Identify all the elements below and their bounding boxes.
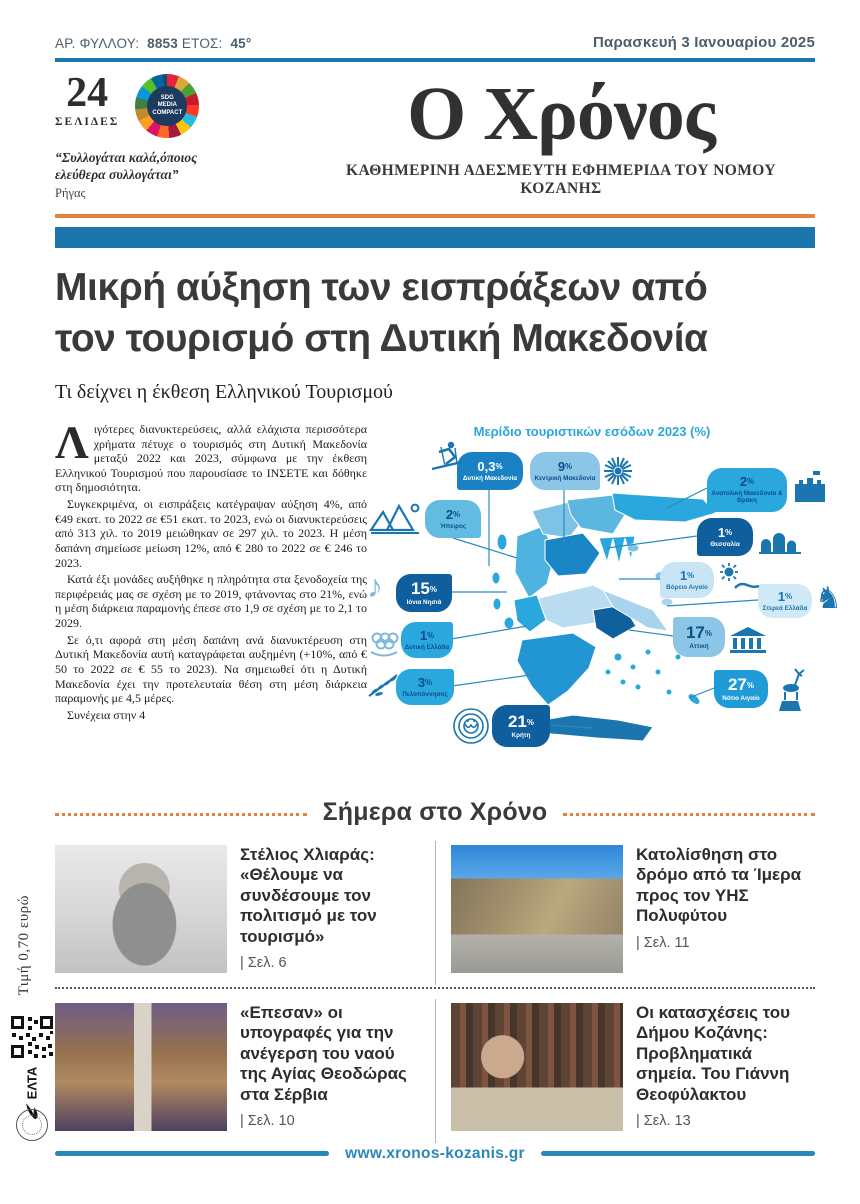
pages-count — [55, 70, 120, 128]
news-page-ref: | Σελ. 13 — [636, 1112, 691, 1129]
motto-quote: “Συλλογάται καλά,όποιος ελεύθερα συλλογάται” — [55, 150, 198, 182]
top-info-bar — [55, 34, 815, 51]
footer-line-right — [541, 1151, 815, 1156]
tourism-revenue-infographic — [367, 416, 842, 774]
paragraph: Σε ό,τι αφορά στη μέση δαπάνη ανά διανυκτέρευση στη Δυτική Μακεδονία αυτή καταγράφεται αυξημένη (+10%, από € 50 το 2022 σε € 55 το 2023). Να σημειωθεί ότι η Δυτική Μακεδονία έχει την προτελευταία θέση στη μέση διάρκεια παραμονής με 4,5 μέρες. — [55, 632, 367, 706]
top-blue-rule — [55, 58, 815, 62]
region-bubble-kentriki-makedonia: 9% Κεντρική Μακεδονία — [530, 452, 600, 490]
row-divider-dotted — [55, 987, 815, 989]
qr-code — [9, 1014, 55, 1060]
today-section-header — [55, 798, 815, 827]
today-section-title: Σήμερα στο Χρόνο — [322, 797, 548, 826]
castle-icon — [791, 468, 829, 504]
pages-label: ΣΕΛΙΔΕΣ — [55, 115, 120, 128]
year-label: ΕΤΟΣ: — [181, 36, 223, 51]
blue-band — [55, 227, 815, 248]
infographic-title: Μερίδιο τουριστικών εσόδων 2023 (%) — [473, 423, 711, 439]
region-bubble-sterea-ellada: 1% Στερεά Ελλάδα — [758, 584, 812, 618]
news-item-2 — [435, 841, 815, 985]
region-bubble-ionia-nisia: 15% Ιόνια Νησιά — [396, 574, 452, 612]
region-bubble-kriti: 21% Κρήτη — [492, 705, 550, 747]
sun-sea-icon — [717, 562, 761, 594]
drop-cap: Λ — [55, 416, 89, 469]
news-item-1 — [55, 841, 435, 985]
region-bubble-dytiki-makedonia: 0,3% Δυτική Μακεδονία — [457, 452, 523, 490]
skier-icon — [427, 438, 467, 478]
lead-headline: Μικρή αύξηση των εισπράξεων από τον τουρισμό στη Δυτική Μακεδονία — [55, 266, 708, 361]
region-bubble-thessalia: 1% Θεσσαλία — [697, 518, 753, 556]
paragraph: ιγότερες διανυκτερεύσεις, αλλά ελάχιστα περισσότερα χρήματα πέτυχε ο τουρισμός στη Δυτική Μακεδονία μεταξύ 2022 και 2023, σύμφωνα με την έκθεση Ελληνικού Τουρισμού που παρουσίασε το ΙΝΣΕΤΕ και δόθηκε στη δημοσιότητα. — [55, 421, 367, 495]
sdg-media-compact-logo — [135, 74, 199, 138]
newspaper-title: Ο Χρόνος — [407, 72, 715, 156]
masthead — [55, 70, 815, 206]
issue-info — [55, 36, 251, 51]
news-title: Οι κατασχέσεις του Δήμου Κοζάνης: Προβληματικά σημεία. Του Γιάννη Θεοφύλακτου — [636, 1002, 791, 1104]
pages-number: 24 — [66, 70, 109, 116]
photo-man-in-office — [451, 1003, 623, 1131]
news-page-ref: | Σελ. 10 — [240, 1112, 295, 1129]
news-page-ref: | Σελ. 11 — [636, 934, 690, 951]
continuation-note: Συνέχεια στην 4 — [67, 707, 146, 722]
photo-stelios-chliaras-portrait — [55, 845, 227, 973]
horse-icon: ♞ — [815, 581, 842, 615]
region-bubble-anatoliki-makedonia-thraki: 2% Ανατολική Μακεδονία & Θράκη — [707, 468, 787, 512]
elta-post-logo: ΕΛΤΑ — [6, 1072, 58, 1141]
region-bubble-notio-aigaio: 27% Νότιο Αιγαίο — [714, 670, 768, 708]
region-bubble-attiki: 17% Αττική — [673, 617, 725, 657]
orange-rule — [55, 214, 815, 218]
news-item-3 — [55, 999, 435, 1143]
news-item-4 — [435, 999, 815, 1143]
issue-label: ΑΡ. ΦΥΛΛΟΥ: — [55, 36, 140, 51]
vergina-sun-icon — [603, 456, 633, 486]
deer-statue-icon — [771, 666, 809, 712]
website-url[interactable]: www.xronos-kozanis.gr — [345, 1144, 525, 1162]
region-bubble-dytiki-ellada: 1% Δυτική Ελλάδα — [401, 622, 453, 658]
news-title: Στέλιος Χλιαράς: «Θέλουμε να συνδέσουμε τον πολιτισμό με τον τουρισμό» — [240, 844, 377, 946]
paragraph: Κατά έξι μονάδες αυξήθηκε η πληρότητα στα ξενοδοχεία της περιφέρειάς μας σε σχέση με το 2019, φτάνοντας στο 21%, ενώ η μέση διάρκεια παραμονής έπεσε στο 1,9 σε σχέση με το 2,1 το 2029. — [55, 572, 367, 631]
treble-clef-icon: ♪ — [367, 567, 383, 604]
photo-landslide-road — [451, 845, 623, 973]
today-news-grid — [55, 841, 815, 1143]
region-bubble-voreio-aigaio: 1% Βόρειο Αιγαίο — [660, 562, 714, 598]
postmark-stamp — [16, 1109, 48, 1141]
mountains-icon — [369, 500, 421, 536]
year-value: 45° — [230, 36, 252, 51]
motto-author: Ρήγας — [55, 185, 86, 200]
sdg-line3: COMPACT — [152, 109, 183, 116]
sdg-line2: MEDIA — [157, 102, 177, 109]
footer-line-left — [55, 1151, 329, 1156]
footer-bar — [55, 1145, 815, 1163]
labyrinth-icon — [451, 706, 491, 746]
sdg-line1: SDG — [160, 94, 174, 101]
photo-church-interior — [55, 1003, 227, 1131]
news-page-ref: | Σελ. 6 — [240, 954, 287, 971]
price-label: Τιμή 0,70 ευρώ — [16, 895, 32, 996]
issue-date: Παρασκευή 3 Ιανουαρίου 2025 — [593, 34, 815, 51]
olive-branch-icon — [367, 670, 399, 700]
meteora-icon — [757, 522, 803, 554]
news-title: Κατολίσθηση στο δρόμο από τα Ίμερα προς τον ΥΗΣ Πολυφύτου — [636, 844, 802, 926]
masthead-right — [307, 74, 815, 206]
orange-dotted-rule-right — [563, 813, 815, 816]
region-bubble-ipeiros: 2% Ήπειρος — [425, 500, 481, 538]
issue-number: 8853 — [147, 36, 178, 51]
region-bubble-peloponnisos: 3% Πελοπόννησος — [396, 669, 454, 705]
newspaper-subtitle: ΚΑΘΗΜΕΡΙΝΗ ΑΔΕΣΜΕΥΤΗ ΕΦΗΜΕΡΙΔΑ ΤΟΥ ΝΟΜΟΥ ΚΟΖΑΝΗΣ — [346, 161, 776, 197]
paragraph: Συγκεκριμένα, οι εισπράξεις κατέγραψαν αύξηση 4%, από €49 εκατ. το 2022 σε €51 εκατ. το 2023, ενώ οι διανυκτερεύσεις από 313 χιλ. το 2019 μειώθηκαν σε 297 χιλ. το 2023. Η μέση δαπάνη σημείωσε μείωση 12%, από € 280 το 2022 σε € 246 το 2023. — [55, 497, 367, 570]
orange-dotted-rule-left — [55, 813, 307, 816]
news-title: «Επεσαν» οι υπογραφές για την ανέγερση του ναού της Αγίας Θεοδώρας στα Σέρβια — [240, 1002, 407, 1104]
olympic-rings-icon — [367, 624, 401, 658]
parthenon-icon — [727, 624, 769, 654]
masthead-left — [55, 70, 307, 206]
lead-kicker: Τι δείχνει η έκθεση Ελληνικού Τουρισμού — [55, 380, 393, 403]
lead-article-body — [55, 416, 367, 774]
